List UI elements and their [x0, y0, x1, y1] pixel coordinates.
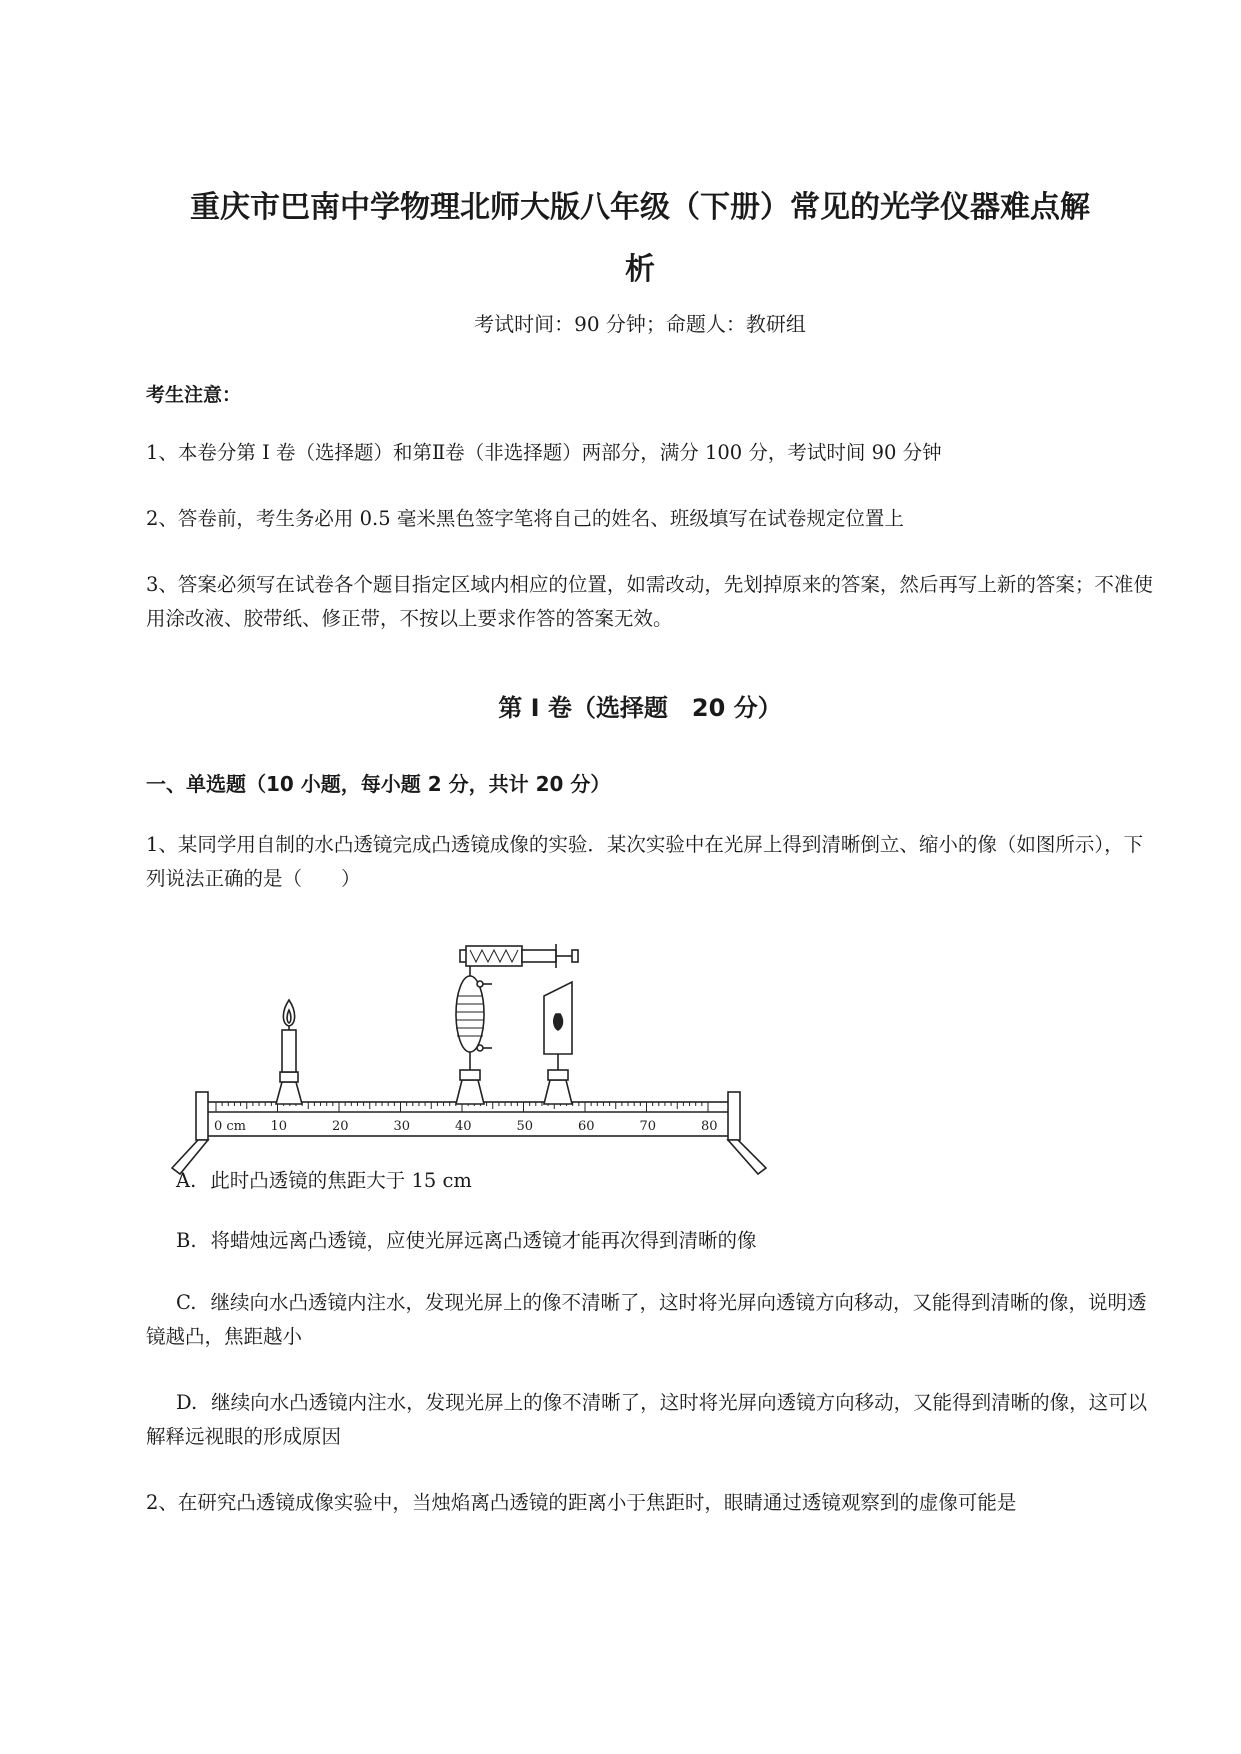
exam-subtitle: 考试时间：90 分钟；命题人：教研组: [474, 312, 806, 336]
option-text: 继续向水凸透镜内注水，发现光屏上的像不清晰了，这时将光屏向透镜方向移动，又能得到清晰的像，这可以解释远视眼的形成原因: [146, 1391, 1148, 1448]
ruler-label: 10: [270, 1119, 288, 1134]
option-label: B.: [176, 1229, 197, 1252]
question-1-stem: 1、某同学用自制的水凸透镜完成凸透镜成像的实验．某次实验中在光屏上得到清晰倒立、缩小的像（如图所示），下列说法正确的是（ ）: [146, 833, 1144, 890]
option-text: 此时凸透镜的焦距大于 15 cm: [210, 1169, 472, 1192]
ruler-label: 0 cm: [214, 1119, 247, 1134]
option-label: A.: [176, 1169, 197, 1192]
ruler-label: 20: [332, 1119, 349, 1134]
ruler-label: 30: [393, 1119, 411, 1134]
option-c[interactable]: [146, 1286, 1156, 1354]
option-label: C.: [176, 1291, 197, 1314]
ruler-label: 40: [455, 1119, 472, 1134]
section-title: 第 I 卷（选择题 20 分）: [498, 694, 782, 722]
question-group-title: 一、单选题（10 小题，每小题 2 分，共计 20 分）: [146, 772, 611, 796]
notice-heading: 考生注意：: [146, 384, 242, 406]
question-2-stem: 2、在研究凸透镜成像实验中，当烛焰离凸透镜的距离小于焦距时，眼睛通过透镜观察到的虚像可能是: [146, 1491, 1017, 1514]
exam-title-line1: 重庆市巴南中学物理北师大版八年级（下册）常见的光学仪器难点解: [190, 190, 1090, 225]
notice-item: 2、答卷前，考生务必用 0.5 毫米黑色签字笔将自己的姓名、班级填写在试卷规定位置上: [146, 507, 904, 530]
notice-item: 3、答案必须写在试卷各个题目指定区域内相应的位置，如需改动，先划掉原来的答案，然后再写上新的答案；不准使用涂改液、胶带纸、修正带，不按以上要求作答的答案无效。: [146, 573, 1153, 630]
exam-title-line2: 析: [625, 252, 655, 287]
ruler-label: 70: [639, 1119, 657, 1134]
ruler-label: 50: [516, 1119, 534, 1134]
ruler-label: 80: [701, 1119, 718, 1134]
option-a[interactable]: [176, 1164, 1156, 1198]
notice-item: 1、本卷分第 I 卷（选择题）和第Ⅱ卷（非选择题）两部分，满分 100 分，考试时间 90 分钟: [146, 441, 942, 464]
option-text: 将蜡烛远离凸透镜，应使光屏远离凸透镜才能再次得到清晰的像: [210, 1229, 757, 1252]
ruler-label: 60: [578, 1119, 595, 1134]
optical-bench-figure: [160, 930, 780, 1180]
option-label: D.: [176, 1391, 198, 1414]
option-text: 继续向水凸透镜内注水，发现光屏上的像不清晰了，这时将光屏向透镜方向移动，又能得到清晰的像，说明透镜越凸，焦距越小: [146, 1291, 1147, 1348]
option-b[interactable]: [176, 1224, 1156, 1258]
option-d[interactable]: [146, 1386, 1156, 1454]
